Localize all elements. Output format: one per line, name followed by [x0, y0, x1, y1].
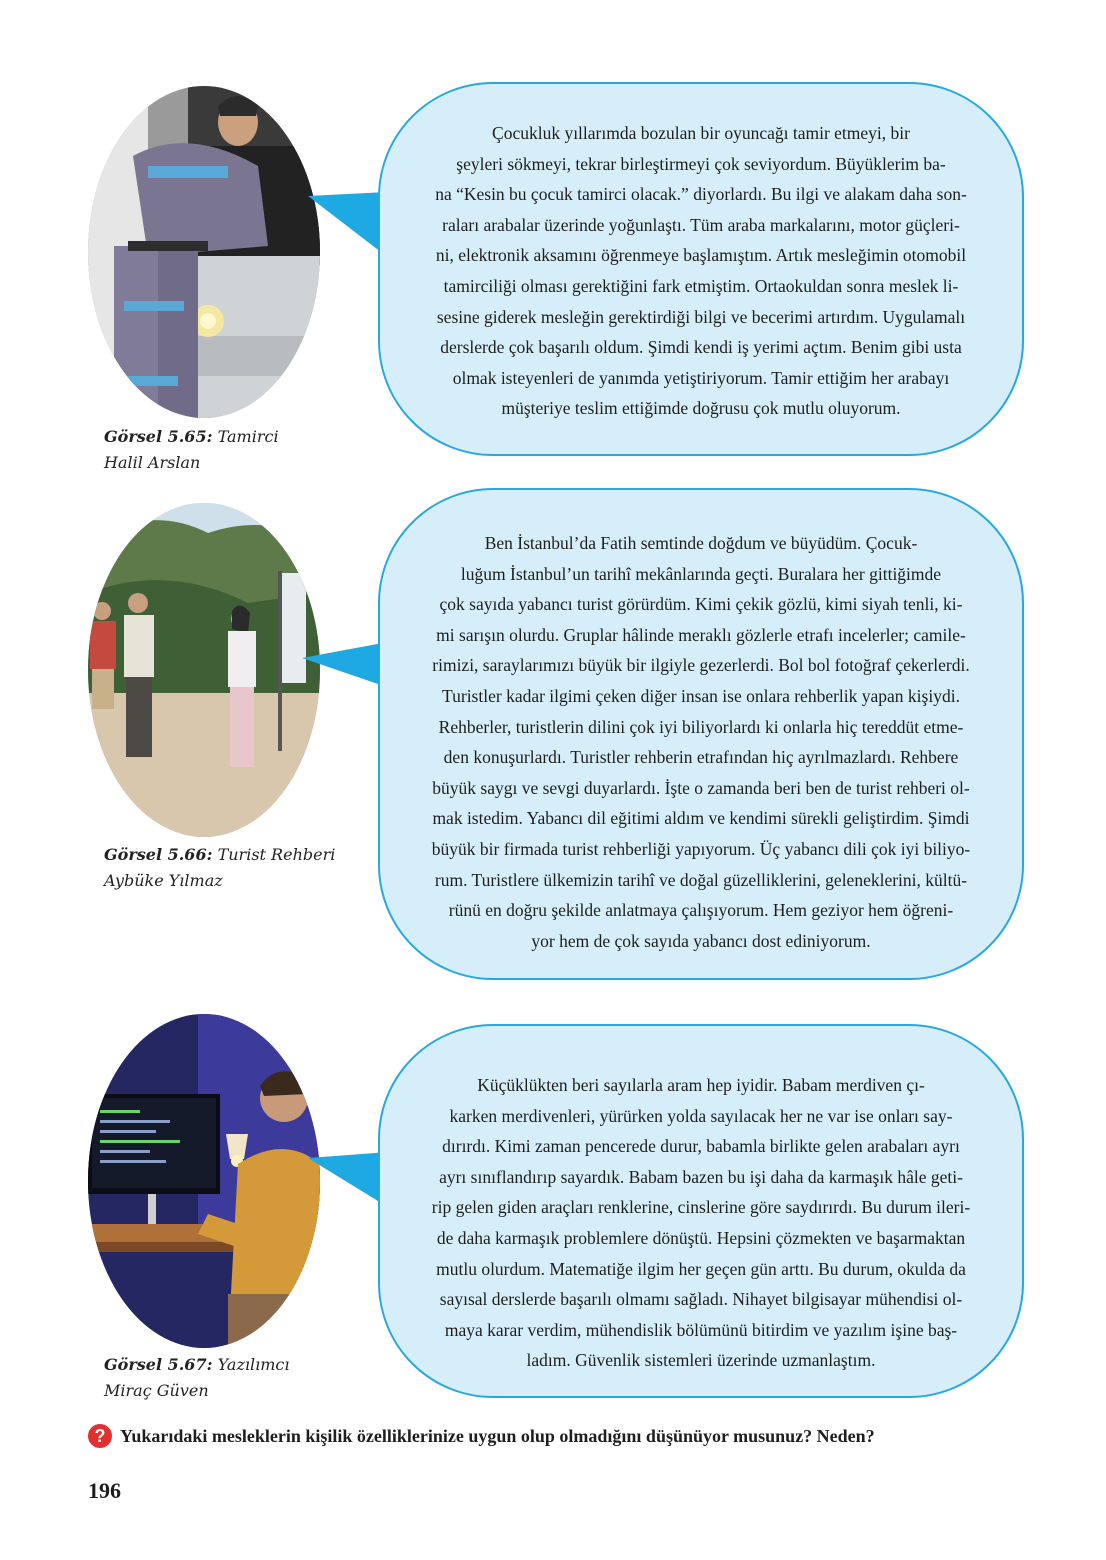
- bubble-line: büyük bir firmada turist rehberliği yapıyorum. Üç yabancı dili çok iyi biliyo-: [431, 838, 971, 859]
- bubble-line: rip gelen giden araçları renklerine, cinslerine göre saydırırdı. Bu durum ileri-: [431, 1197, 971, 1218]
- bubble-line: luğum İstanbul’un tarihî mekânlarında geçti. Buralara her gittiğimde: [460, 563, 942, 584]
- bubble-line: derslerde çok başarılı oldum. Şimdi kendi iş yerimi açtım. Benim gibi usta: [440, 337, 962, 358]
- bubble-line: dırırdı. Kimi zaman pencerede durur, babamla birlikte gelen arabaları ayrı: [442, 1136, 960, 1157]
- bubble-line: çok sayıda yabancı turist görürdüm. Kimi çekik gözlü, kimi siyah tenli, ki-: [439, 594, 963, 615]
- bubble-line: rünü en doğru şekilde anlatmaya çalışıyorum. Hem geziyor hem öğreni-: [448, 900, 954, 921]
- tour-guide-photo: [88, 503, 320, 837]
- bubble-line: büyük saygı ve sevgi duyarlardı. İşte o zamanda beri ben de turist rehberi ol-: [432, 777, 970, 798]
- bubble-text: [402, 528, 1000, 956]
- bubble-line: ayrı sınıflandırıp sayardık. Babam bazen bu işi daha da karmaşık hâle geti-: [439, 1166, 963, 1187]
- software-developer-photo: [88, 1014, 320, 1348]
- bubble-line: Küçüklükten beri sayılarla aram hep iyidir. Babam merdiven çı-: [477, 1075, 925, 1095]
- bubble-line: Turistler kadar ilgimi çeken diğer insan ise onlara rehberlik yapan kişiydi.: [442, 685, 960, 706]
- page-number: 196: [88, 1478, 121, 1503]
- bubble-line: mak istedim. Yabancı dil eğitimi aldım ve kendimi sürekli geliştirdim. Şimdi: [432, 808, 970, 829]
- bubble-line: ladım. Güvenlik sistemleri üzerinde uzmanlaştım.: [526, 1350, 876, 1371]
- photo-caption: [104, 842, 335, 894]
- caption-label: Görsel 5.67:: [104, 1355, 213, 1374]
- bubble-line: rum. Turistlere ülkemizin tarihî ve doğal güzelliklerini, geleneklerini, kültü-: [434, 869, 968, 890]
- bubble-line: Çocukluk yıllarımda bozulan bir oyuncağı tamir etmeyi, bir: [492, 123, 910, 143]
- bubble-line: rimizi, saraylarımızı büyük bir ilgiyle gezerlerdi. Bol bol fotoğraf çekerlerdi.: [432, 655, 970, 676]
- caption-title: Tamirci: [217, 427, 279, 446]
- caption-person: Aybüke Yılmaz: [104, 871, 223, 890]
- bubble-line: den konuşurlardı. Turistler rehberin etrafından hiç ayrılmazlardı. Rehbere: [443, 747, 959, 768]
- bubble-line: müşteriye teslim ettiğimde doğrusu çok mutlu oluyorum.: [501, 398, 901, 419]
- speech-bubble: [378, 488, 1024, 980]
- speech-bubble-tail: [300, 640, 390, 690]
- caption-label: Görsel 5.66:: [104, 845, 213, 864]
- bubble-line: sayısal derslerde başarılı olmamı sağladı. Nihayet bilgisayar mühendisi ol-: [439, 1289, 963, 1310]
- mechanic-photo: [88, 86, 320, 418]
- bubble-line: olmak isteyenleri de yanımda yetiştiriyorum. Tamir ettiğim her arabayı: [452, 367, 950, 388]
- bubble-line: maya karar verdim, mühendislik bölümünü bitirdim ve yazılım işine baş-: [444, 1319, 958, 1340]
- bubble-line: mi sarışın olurdu. Gruplar hâlinde meraklı gözlerle etrafı incelerler; camile-: [436, 624, 966, 645]
- bubble-line: yor hem de çok sayıda yabancı dost ediniyorum.: [531, 930, 871, 951]
- bubble-line: Rehberler, turistlerin dilini çok iyi biliyorlardı ki onlarla hiç tereddüt etme-: [438, 716, 964, 737]
- bubble-line: na “Kesin bu çocuk tamirci olacak.” diyorlardı. Bu ilgi ve alakam daha son-: [435, 184, 967, 205]
- caption-person: Halil Arslan: [104, 453, 201, 472]
- bubble-line: mutlu olurdum. Matematiğe ilgim her geçen gün arttı. Bu durum, okulda da: [436, 1258, 966, 1279]
- question-text: Yukarıdaki mesleklerin kişilik özelliklerinize uygun olup olmadığını düşünüyor musunuz? Neden?: [120, 1425, 875, 1446]
- bubble-line: de daha karmaşık problemlere dönüştü. Hepsini çözmekten ve başarmaktan: [436, 1227, 966, 1248]
- bubble-line: sesine giderek mesleğin gerektirdiği bilgi ve becerimi artırdım. Uygulamalı: [436, 306, 966, 327]
- bubble-line: Ben İstanbul’da Fatih semtinde doğdum ve büyüdüm. Çocuk-: [484, 533, 918, 553]
- question-mark-icon: ?: [88, 1424, 112, 1448]
- bubble-text: [402, 1070, 1000, 1376]
- photo-caption: [104, 424, 279, 476]
- caption-title: Yazılımcı: [217, 1355, 290, 1374]
- bubble-line: karken merdivenleri, yürürken yolda sayılacak her ne var ise onları say-: [449, 1105, 953, 1126]
- bubble-line: ni, elektronik aksamını öğrenmeye başlamıştım. Artık mesleğimin otomobil: [435, 245, 967, 266]
- caption-label: Görsel 5.65:: [104, 427, 213, 446]
- bubble-text: [404, 118, 998, 424]
- caption-person: Miraç Güven: [104, 1381, 209, 1400]
- speech-bubble: [378, 82, 1024, 456]
- speech-bubble: [378, 1024, 1024, 1398]
- discussion-question: [88, 1424, 875, 1448]
- bubble-line: raları arabalar üzerinde yoğunlaştı. Tüm araba markalarını, motor güçleri-: [442, 214, 960, 235]
- bubble-line: şeyleri sökmeyi, tekrar birleştirmeyi çok seviyordum. Büyüklerim ba-: [456, 153, 946, 174]
- photo-caption: [104, 1352, 289, 1404]
- bubble-line: tamirciliği olması gerektiğini fark etmiştim. Ortaokuldan sonra meslek li-: [443, 275, 959, 296]
- caption-title: Turist Rehberi: [217, 845, 336, 864]
